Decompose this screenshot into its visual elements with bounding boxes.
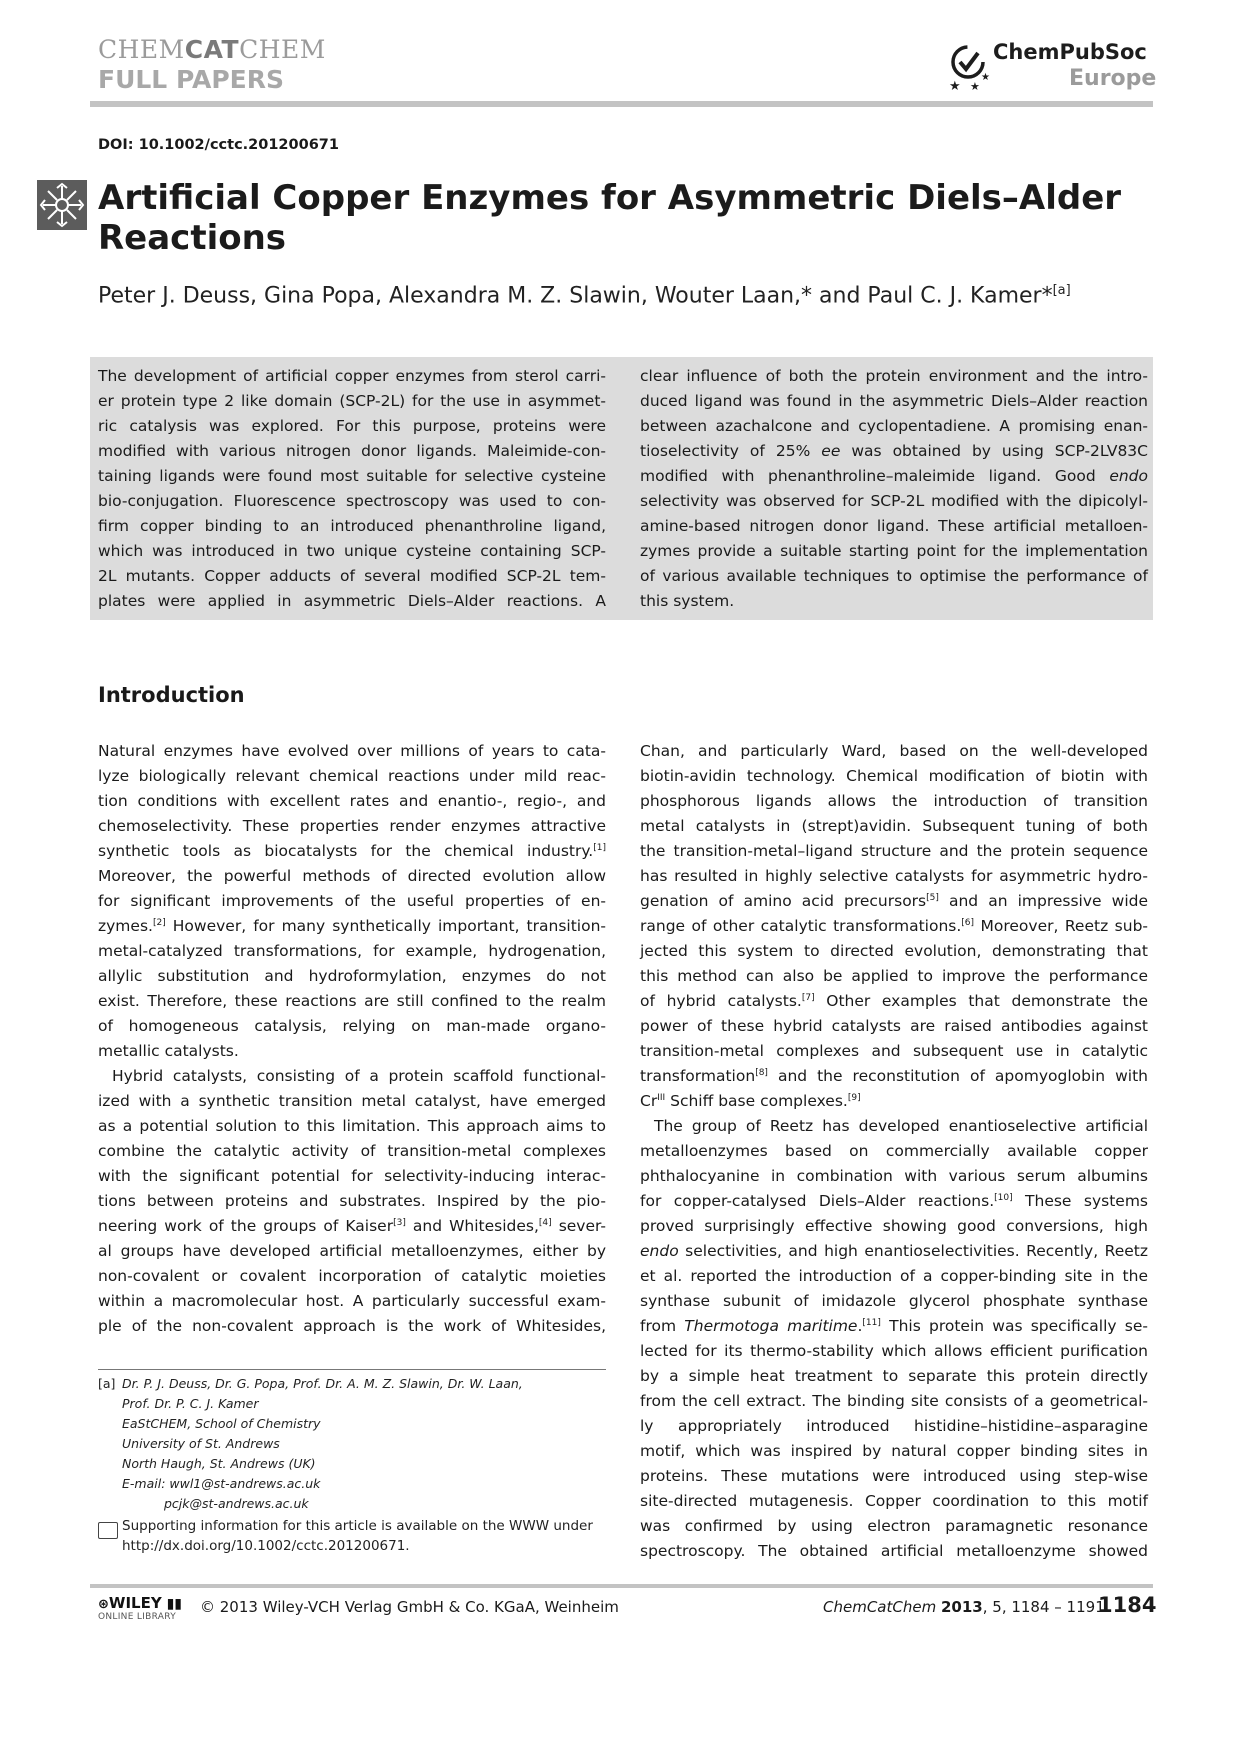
- body-text-line: chemoselectivity. These properties render enzymes attractive: [98, 817, 606, 835]
- abstract-line: zymes provide a suitable starting point for the implementation: [640, 542, 1148, 560]
- body-text-line: jected this system to directed evolution, demonstrating that: [640, 942, 1148, 960]
- body-text-line: lected for its thermo-stability which allows efficient purification: [640, 1342, 1148, 1360]
- body-text-line: the transition-metal–ligand structure and the protein sequence: [640, 842, 1148, 860]
- body-text-line: site-directed mutagenesis. Copper coordination to this motif: [640, 1492, 1148, 1510]
- body-text-line: from Thermotoga maritime.[11] This protein was specifically se-: [640, 1317, 1148, 1335]
- footnote-line: Dr. P. J. Deuss, Dr. G. Popa, Prof. Dr. A. M. Z. Slawin, Dr. W. Laan,: [122, 1376, 523, 1391]
- body-left-column: [98, 739, 606, 1339]
- abstract-line: this system.: [640, 592, 735, 610]
- computer-monitor-icon: [98, 1522, 118, 1539]
- abstract-line: plates were applied in asymmetric Diels–Alder reactions. A: [98, 592, 606, 610]
- copyright-notice: © 2013 Wiley-VCH Verlag GmbH & Co. KGaA, Weinheim: [200, 1598, 619, 1616]
- abstract-line: bio-conjugation. Fluorescence spectroscopy was used to con-: [98, 492, 606, 510]
- page-number: 1184: [1098, 1593, 1157, 1617]
- abstract-line: modified with various nitrogen donor ligands. Maleimide-con-: [98, 442, 606, 460]
- body-text-line: spectroscopy. The obtained artificial metalloenzyme showed: [640, 1542, 1148, 1560]
- journal-citation: ChemCatChem 2013, 5, 1184 – 1191: [823, 1598, 1105, 1616]
- body-text-line: non-covalent or covalent incorporation of catalytic moieties: [98, 1267, 606, 1285]
- abstract-line: between azachalcone and cyclopentadiene. A promising enan-: [640, 417, 1148, 435]
- body-text-line: Hybrid catalysts, consisting of a protein scaffold functional-: [112, 1067, 606, 1085]
- svg-text:★: ★: [981, 72, 990, 83]
- body-text-line: for significant improvements of the useful properties of en-: [98, 892, 606, 910]
- body-text-line: exist. Therefore, these reactions are still confined to the realm: [98, 992, 606, 1010]
- body-text-line: proteins. These mutations were introduced using step-wise: [640, 1467, 1148, 1485]
- body-text-line: synthase subunit of imidazole glycerol phosphate synthase: [640, 1292, 1148, 1310]
- abstract-line: amine-based nitrogen donor ligand. These artificial metalloen-: [640, 517, 1148, 535]
- body-text-line: metal-catalyzed transformations, for example, hydrogenation,: [98, 942, 606, 960]
- supporting-info-link[interactable]: http://dx.doi.org/10.1002/cctc.201200671.: [122, 1538, 410, 1554]
- abstract-line: of various available techniques to optimise the performance of: [640, 567, 1148, 585]
- abstract-line: er protein type 2 like domain (SCP-2L) for the use in asymmet-: [98, 392, 606, 410]
- body-text-line: with the significant potential for selectivity-inducing interac-: [98, 1167, 606, 1185]
- supporting-info-note: Supporting information for this article is available on the WWW under http://dx.doi.org/10.1002/cctc.201200671.: [122, 1518, 593, 1554]
- wiley-book-icon: ⊛: [98, 1597, 109, 1612]
- body-text-line: power of these hybrid catalysts are raised antibodies against: [640, 1017, 1148, 1035]
- body-text-line: motif, which was inspired by natural copper binding sites in: [640, 1442, 1148, 1460]
- svg-text:★: ★: [970, 80, 980, 93]
- body-text-line: of homogeneous catalysis, relying on man-made organo-: [98, 1017, 606, 1035]
- body-text-line: Chan, and particularly Ward, based on the well-developed: [640, 742, 1148, 760]
- logo-text-europe: Europe: [1069, 66, 1157, 91]
- section-kind: FULL PAPERS: [98, 65, 284, 94]
- toc-graphic-icon[interactable]: [37, 180, 87, 230]
- body-text-line: from the cell extract. The binding site consists of a geometrical-: [640, 1392, 1148, 1410]
- svg-text:★: ★: [949, 79, 961, 94]
- body-text-line: of hybrid catalysts.[7] Other examples that demonstrate the: [640, 992, 1148, 1010]
- body-right-column: [640, 739, 1148, 1564]
- section-heading-introduction: Introduction: [98, 683, 245, 707]
- footnote-label: [a]: [98, 1376, 116, 1391]
- abstract-line: modified with phenanthroline–maleimide ligand. Good endo: [640, 467, 1148, 485]
- body-text-line: metallic catalysts.: [98, 1042, 239, 1060]
- footnote-line[interactable]: E-mail: wwl1@st-andrews.ac.uk: [122, 1476, 321, 1491]
- footer-rule: [90, 1584, 1153, 1588]
- abstract-line: tioselectivity of 25% ee was obtained by using SCP-2LV83C: [640, 442, 1148, 460]
- body-text-line: as a potential solution to this limitation. This approach aims to: [98, 1117, 606, 1135]
- footnote-line: North Haugh, St. Andrews (UK): [122, 1456, 316, 1471]
- abstract-right-column: [640, 364, 1148, 614]
- body-text-line: et al. reported the introduction of a copper-binding site in the: [640, 1267, 1148, 1285]
- body-text-line: neering work of the groups of Kaiser[3] and Whitesides,[4] sever-: [98, 1217, 606, 1235]
- affiliation-mark: [a]: [1052, 283, 1071, 298]
- body-text-line: transition-metal complexes and subsequent use in catalytic: [640, 1042, 1148, 1060]
- logo-text-chempubsoc: ChemPubSoc: [993, 40, 1147, 64]
- body-text-line: Natural enzymes have evolved over millions of years to cata-: [98, 742, 606, 760]
- body-text-line: was confirmed by using electron paramagnetic resonance: [640, 1517, 1148, 1535]
- abstract-line: duced ligand was found in the asymmetric Diels–Alder reaction: [640, 392, 1148, 410]
- footnote-rule: [98, 1369, 606, 1370]
- body-text-line: lyze biologically relevant chemical reactions under mild reac-: [98, 767, 606, 785]
- body-text-line: for copper-catalysed Diels–Alder reactions.[10] These systems: [640, 1192, 1148, 1210]
- body-text-line: synthetic tools as biocatalysts for the chemical industry.[1]: [98, 842, 606, 860]
- body-text-line: metal catalysts in (strept)avidin. Subsequent tuning of both: [640, 817, 1148, 835]
- body-text-line: proved surprisingly effective showing good conversions, high: [640, 1217, 1148, 1235]
- wiley-logo: ⊛WILEY ▮▮: [98, 1594, 182, 1612]
- header-rule: [90, 101, 1153, 107]
- body-text-line: ized with a synthetic transition metal catalyst, have emerged: [98, 1092, 606, 1110]
- body-text-line: combine the catalytic activity of transition-metal complexes: [98, 1142, 606, 1160]
- body-text-line: phosphorous ligands allows the introduction of transition: [640, 792, 1148, 810]
- footnote-line: Prof. Dr. P. C. J. Kamer: [122, 1396, 259, 1411]
- footnote-line: University of St. Andrews: [122, 1436, 280, 1451]
- abstract-line: which was introduced in two unique cysteine containing SCP-: [98, 542, 606, 560]
- abstract-left-column: [98, 364, 606, 614]
- body-text-line: $Cr^{III}$ Schiff base complexes.[9]: [640, 1092, 861, 1110]
- body-text-line: allylic substitution and hydroformylation, enzymes do not: [98, 967, 606, 985]
- author-list: Peter J. Deuss, Gina Popa, Alexandra M. Z. Slawin, Wouter Laan,* and Paul C. J. Kamer*[a]: [98, 283, 1071, 309]
- footnote-line[interactable]: pcjk@st-andrews.ac.uk: [164, 1496, 309, 1511]
- body-text-line: transformation[8] and the reconstitution of apomyoglobin with: [640, 1067, 1148, 1085]
- body-text-line: has resulted in highly selective catalysts for asymmetric hydro-: [640, 867, 1148, 885]
- wiley-online-library-label: ONLINE LIBRARY: [98, 1612, 177, 1622]
- body-text-line: ly appropriately introduced histidine–histidine–asparagine: [640, 1417, 1148, 1435]
- body-text-line: by a simple heat treatment to separate this protein directly: [640, 1367, 1148, 1385]
- abstract-line: 2L mutants. Copper adducts of several modified SCP-2L tem-: [98, 567, 606, 585]
- doi[interactable]: DOI: 10.1002/cctc.201200671: [98, 137, 339, 153]
- body-text-line: phthalocyanine in combination with various serum albumins: [640, 1167, 1148, 1185]
- abstract-line: ric catalysis was explored. For this purpose, proteins were: [98, 417, 606, 435]
- journal-name: CHEMCATCHEM: [98, 35, 326, 64]
- body-text-line: Moreover, the powerful methods of directed evolution allow: [98, 867, 606, 885]
- abstract-line: firm copper binding to an introduced phenanthroline ligand,: [98, 517, 606, 535]
- body-text-line: tion conditions with excellent rates and enantio-, regio-, and: [98, 792, 606, 810]
- body-text-line: ple of the non-covalent approach is the work of Whitesides,: [98, 1317, 606, 1335]
- abstract-line: clear influence of both the protein environment and the intro-: [640, 367, 1148, 385]
- article-title: Artificial Copper Enzymes for Asymmetric Diels–Alder Reactions: [98, 178, 1122, 258]
- body-text-line: this method can also be applied to improve the performance: [640, 967, 1148, 985]
- abstract-line: taining ligands were found most suitable for selective cysteine: [98, 467, 606, 485]
- abstract-line: The development of artificial copper enzymes from sterol carri-: [98, 367, 606, 385]
- body-text-line: biotin-avidin technology. Chemical modification of biotin with: [640, 767, 1148, 785]
- body-text-line: endo selectivities, and high enantioselectivities. Recently, Reetz: [640, 1242, 1148, 1260]
- body-text-line: metalloenzymes based on commercially available copper: [640, 1142, 1148, 1160]
- body-text-line: genation of amino acid precursors[5] and an impressive wide: [640, 892, 1149, 910]
- body-text-line: zymes.[2] However, for many synthetically important, transition-: [98, 917, 606, 935]
- abstract-line: selectivity was observed for SCP-2L modified with the dipicolyl-: [640, 492, 1148, 510]
- body-text-line: The group of Reetz has developed enantioselective artificial: [654, 1117, 1148, 1135]
- body-text-line: within a macromolecular host. A particularly successful exam-: [98, 1292, 606, 1310]
- footnote-line: EaStCHEM, School of Chemistry: [122, 1416, 321, 1431]
- body-text-line: range of other catalytic transformations.[6] Moreover, Reetz sub-: [640, 917, 1148, 935]
- body-text-line: tions between proteins and substrates. Inspired by the pio-: [98, 1192, 606, 1210]
- body-text-line: al groups have developed artificial metalloenzymes, either by: [98, 1242, 606, 1260]
